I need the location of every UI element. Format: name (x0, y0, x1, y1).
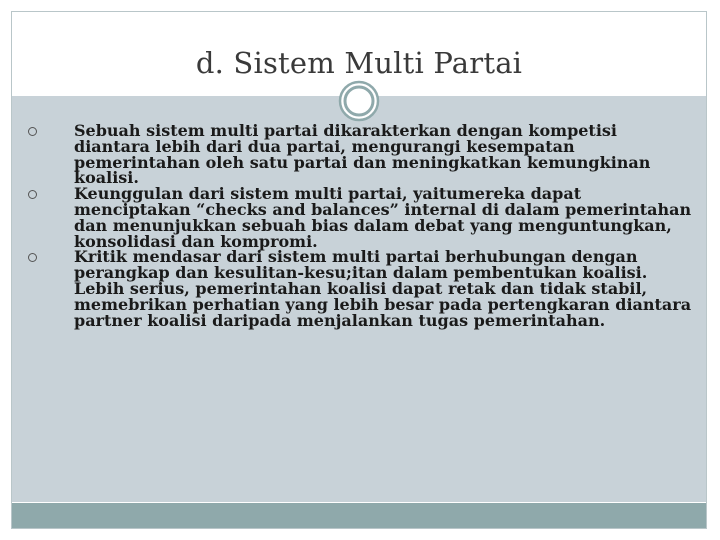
footer-bar (12, 503, 706, 528)
hollow-circle-bullet-icon (28, 190, 37, 199)
bullet-text: Keunggulan dari sistem multi partai, yaitumereka dapat menciptakan “checks and balances” internal di dalam pemerintahan dan menunjukkan sebuah bias dalam debat yang menguntungkan, konsolidasi dan kompromi. (74, 184, 692, 251)
list-item (28, 249, 698, 328)
bullet-list (28, 123, 698, 328)
list-item (28, 123, 698, 186)
hollow-circle-bullet-icon (28, 253, 37, 262)
slide-title: d. Sistem Multi Partai (195, 46, 523, 80)
bullet-text: Sebuah sistem multi partai dikarakterkan dengan kompetisi diantara lebih dari dua partai, mengurangi kesempatan pemerintahan oleh satu partai dan meningkatkan kemungkinan koalisi. (74, 121, 651, 188)
hollow-circle-bullet-icon (28, 127, 37, 136)
double-ring-circle-icon (338, 80, 380, 122)
list-item (28, 186, 698, 249)
bullet-text: Kritik mendasar dari sistem multi partai berhubungan dengan perangkap dan kesulitan-kesu;itan dalam pembentukan koalisi. Lebih serius, pemerintahan koalisi dapat retak dan tidak stabil, memebrikan perhatian yang lebih besar pada pertengkaran diantara partner koalisi daripada menjalankan tugas pemerintahan. (74, 247, 692, 330)
